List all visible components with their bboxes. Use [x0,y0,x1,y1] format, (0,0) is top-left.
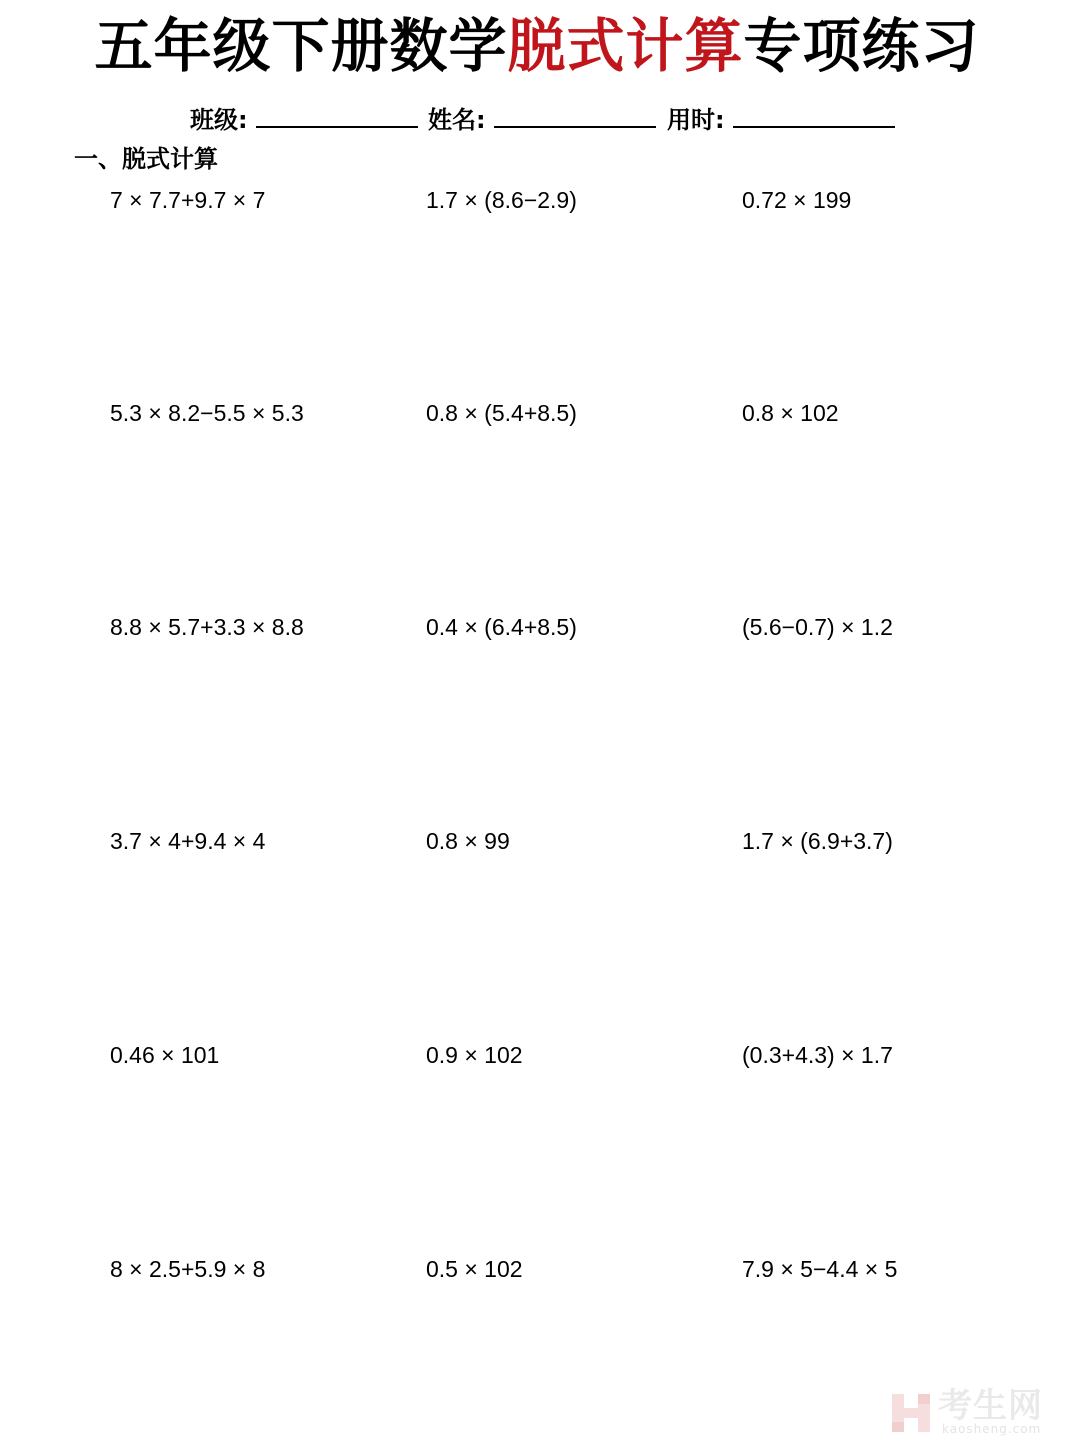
watermark-text: 考生网 [938,1386,1043,1426]
problem-r1-c3: 0.72 × 199 [742,187,852,213]
problem-r1-c1: 7 × 7.7+9.7 × 7 [110,187,266,213]
name-label: 姓名: [428,106,486,134]
problem-r5-c2: 0.9 × 102 [426,1042,523,1068]
class-blank-line[interactable] [256,102,418,128]
problem-r3-c3: (5.6−0.7) × 1.2 [742,614,893,640]
problem-r2-c1: 5.3 × 8.2−5.5 × 5.3 [110,400,304,426]
title-highlight: 脱式计算 [507,12,744,80]
name-field [428,102,656,137]
problem-r2-c3: 0.8 × 102 [742,400,839,426]
worksheet-title [0,8,1074,84]
problem-r4-c3: 1.7 × (6.9+3.7) [742,828,893,854]
problem-r3-c1: 8.8 × 5.7+3.3 × 8.8 [110,614,304,640]
title-part-1: 五年级下册数学 [94,12,508,80]
name-blank-line[interactable] [494,102,656,128]
time-label: 用时: [667,106,725,134]
time-blank-line[interactable] [733,102,895,128]
problem-r1-c2: 1.7 × (8.6−2.9) [426,187,577,213]
class-field [190,102,418,137]
student-info-row [0,102,1074,138]
problem-r5-c1: 0.46 × 101 [110,1042,220,1068]
problem-r4-c2: 0.8 × 99 [426,828,510,854]
watermark [890,1388,1052,1438]
class-label: 班级: [190,106,248,134]
section-heading: 一、脱式计算 [74,145,218,173]
problem-r2-c2: 0.8 × (5.4+8.5) [426,400,577,426]
kaosheng-logo-icon [890,1392,932,1434]
problem-r5-c3: (0.3+4.3) × 1.7 [742,1042,893,1068]
problem-r4-c1: 3.7 × 4+9.4 × 4 [110,828,266,854]
problem-r6-c1: 8 × 2.5+5.9 × 8 [110,1256,266,1282]
problem-r6-c3: 7.9 × 5−4.4 × 5 [742,1256,898,1282]
title-part-2: 专项练习 [743,12,980,80]
problem-r6-c2: 0.5 × 102 [426,1256,523,1282]
time-field [667,102,895,137]
watermark-url: kaosheng.com [942,1422,1042,1436]
problem-r3-c2: 0.4 × (6.4+8.5) [426,614,577,640]
